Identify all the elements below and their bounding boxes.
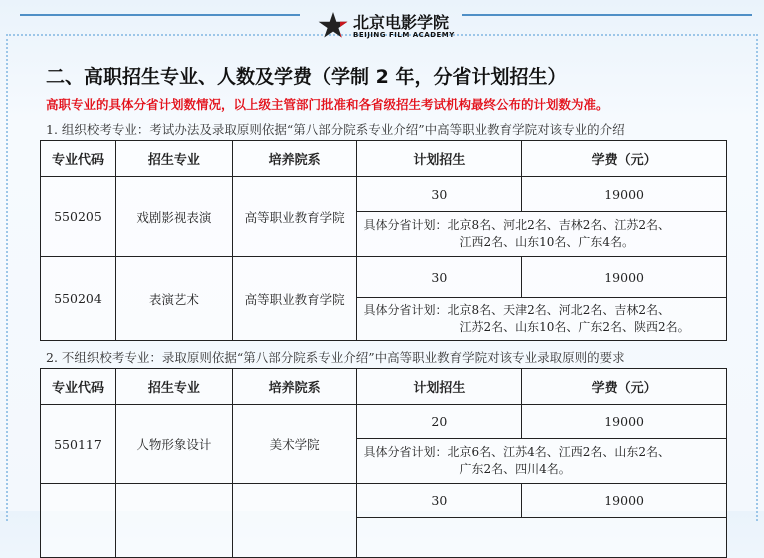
logo-cn: 北京电影学院 <box>353 12 450 32</box>
table-1 <box>40 140 727 341</box>
table-header <box>41 141 727 177</box>
header-major: 招生专业 <box>115 141 232 177</box>
code: 550204 <box>41 257 116 341</box>
dept: 高等职业教育学院 <box>232 257 357 341</box>
table-row <box>41 177 727 212</box>
code: 550205 <box>41 177 116 257</box>
dept: 美术学院 <box>232 405 357 484</box>
major <box>115 484 232 558</box>
header-code: 专业代码 <box>41 141 116 177</box>
header-dept: 培养院系 <box>232 369 357 405</box>
fee: 19000 <box>522 405 727 439</box>
header-dept: 培养院系 <box>232 141 357 177</box>
header-line-left <box>20 14 300 16</box>
province-plan: 具体分省计划：北京6名、江苏4名、江西2名、山东2名、 广东2名、四川4名。 <box>357 439 727 484</box>
major: 表演艺术 <box>115 257 232 341</box>
subsection-2: 2. 不组织校考专业：录取原则依据“第八部分院系专业介绍”中高等职业教育学院对该专业录取原则的要求 <box>46 350 625 365</box>
province-plan: 具体分省计划：北京8名、河北2名、吉林2名、江苏2名、 江西2名、山东10名、广东4名。 <box>357 212 727 257</box>
header-fee: 学费（元） <box>522 141 727 177</box>
table-row <box>41 405 727 439</box>
province-plan <box>357 518 727 558</box>
code <box>41 484 116 558</box>
plan: 20 <box>357 405 522 439</box>
header-plan: 计划招生 <box>357 141 522 177</box>
fee: 19000 <box>522 177 727 212</box>
header-code: 专业代码 <box>41 369 116 405</box>
section-title: 二、高职招生专业、人数及学费（学制 2 年，分省计划招生） <box>46 66 567 88</box>
dept <box>232 484 357 558</box>
header-plan: 计划招生 <box>357 369 522 405</box>
header-major: 招生专业 <box>115 369 232 405</box>
logo-en: BEIJING FILM ACADEMY <box>353 30 455 39</box>
code: 550117 <box>41 405 116 484</box>
plan: 30 <box>357 177 522 212</box>
major: 人物形象设计 <box>115 405 232 484</box>
plan: 30 <box>357 484 522 518</box>
table-2 <box>40 368 727 558</box>
plan: 30 <box>357 257 522 298</box>
notice-text: 高职专业的具体分省计划数情况，以上级主管部门批准和各省级招生考试机构最终公布的计划数为准。 <box>46 97 609 112</box>
province-plan: 具体分省计划：北京8名、天津2名、河北2名、吉林2名、 江苏2名、山东10名、广东2名、陕西2名。 <box>357 298 727 341</box>
fee: 19000 <box>522 484 727 518</box>
table-header <box>41 369 727 405</box>
bfa-logo <box>318 12 455 40</box>
table-row <box>41 484 727 518</box>
dept: 高等职业教育学院 <box>232 177 357 257</box>
subsection-1: 1. 组织校考专业：考试办法及录取原则依据“第八部分院系专业介绍”中高等职业教育学院对该专业的介绍 <box>46 122 625 137</box>
major: 戏剧影视表演 <box>115 177 232 257</box>
table-row <box>41 257 727 298</box>
fee: 19000 <box>522 257 727 298</box>
header-fee: 学费（元） <box>522 369 727 405</box>
header-line-right <box>462 14 752 16</box>
star-logo-icon <box>318 12 348 40</box>
